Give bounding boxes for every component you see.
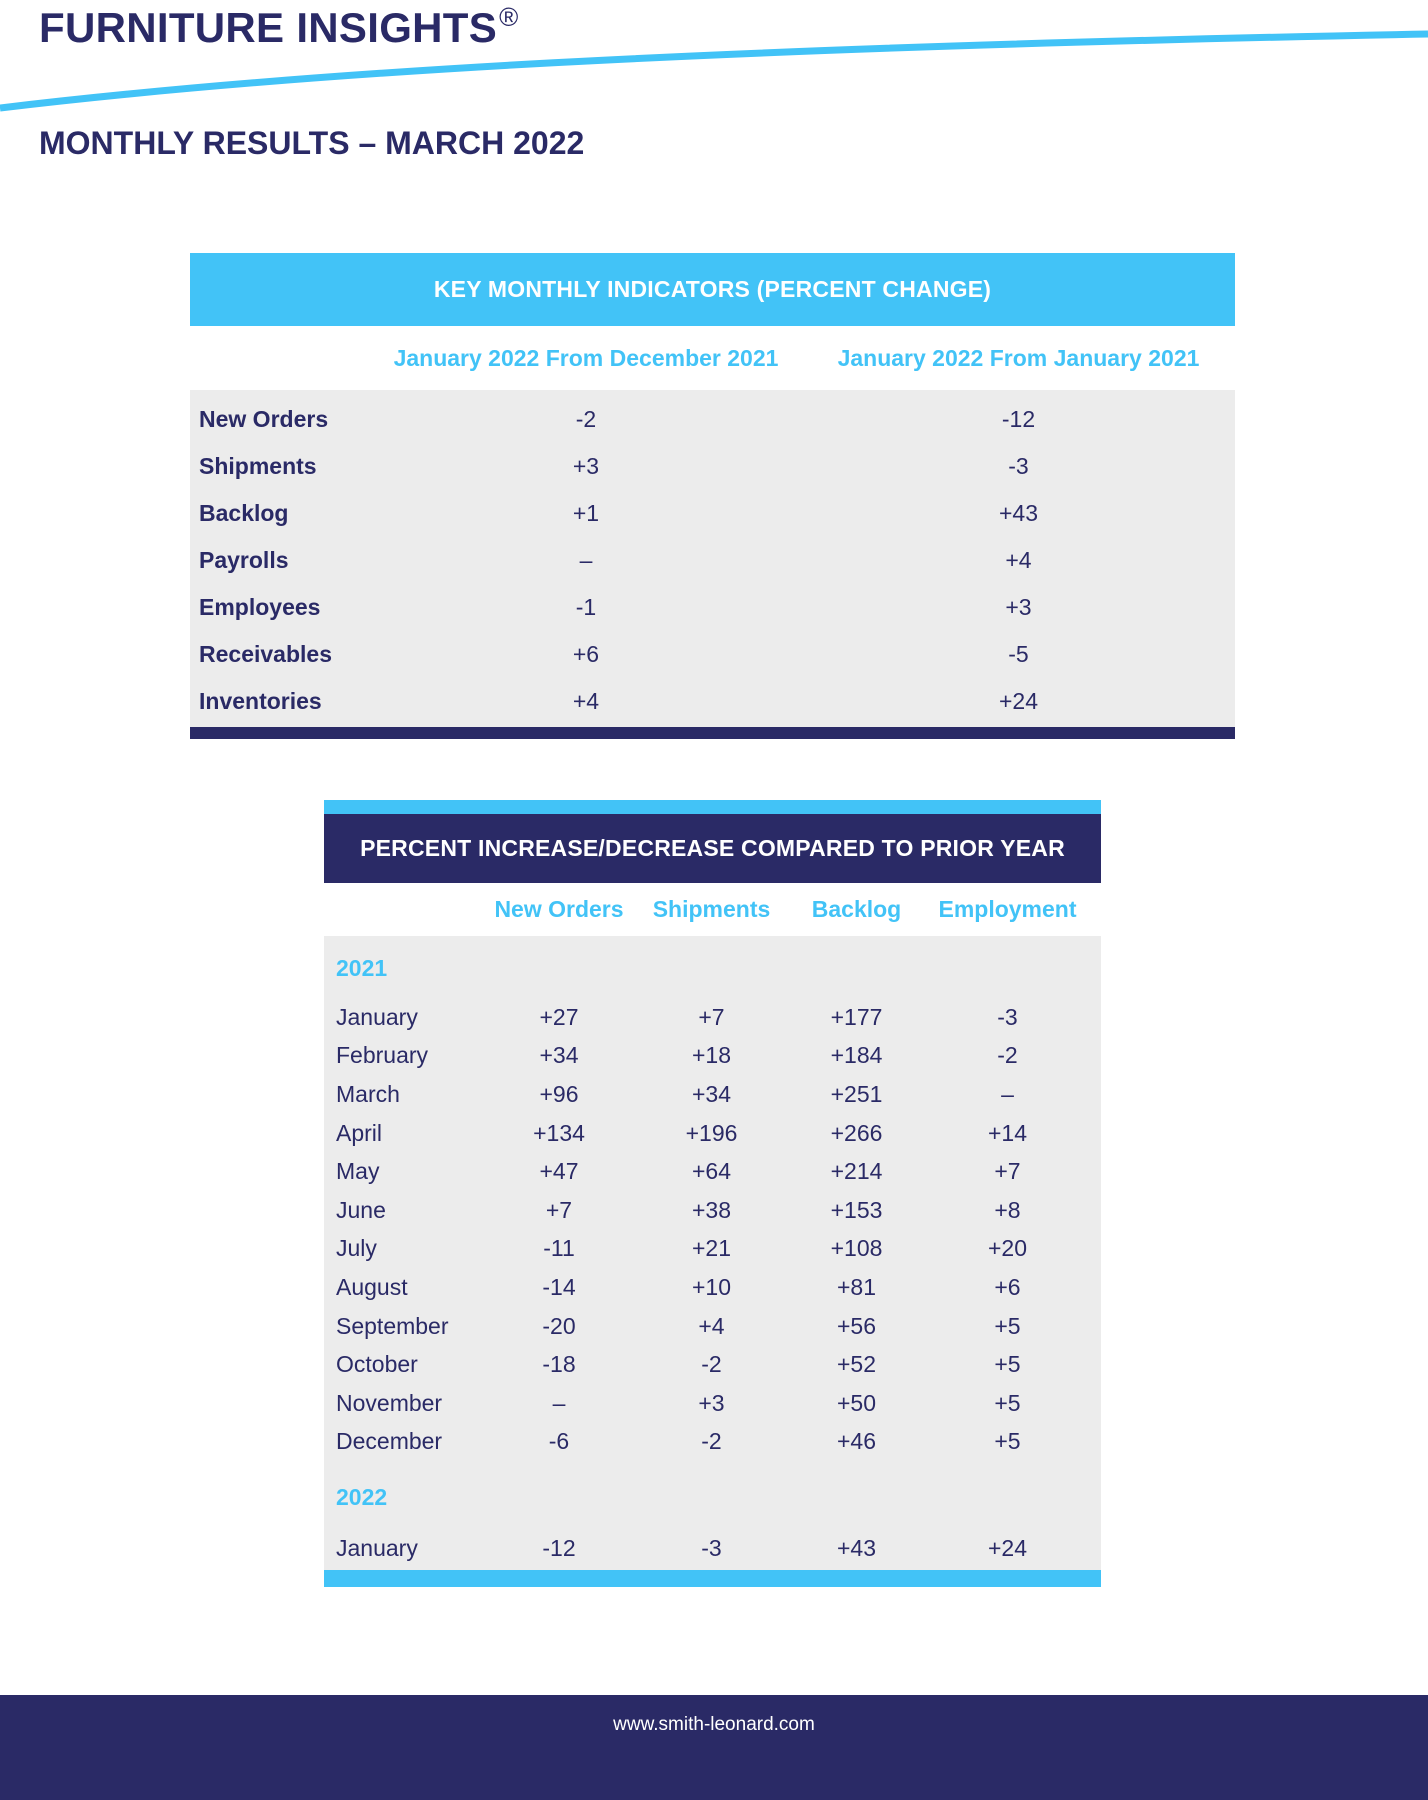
- cell-value: +5: [994, 1389, 1021, 1416]
- month-label: December: [336, 1428, 443, 1455]
- cell-value: -12: [1001, 406, 1036, 432]
- cell-value: +10: [691, 1273, 731, 1300]
- cell-value: +177: [830, 1003, 883, 1030]
- column-header-year-over-year: January 2022 From January 2021: [837, 344, 1200, 371]
- cell-value: -2: [701, 1351, 722, 1378]
- column-header-month-over-month: January 2022 From December 2021: [393, 344, 779, 371]
- cell-value: +153: [830, 1196, 883, 1223]
- page-subtitle: MONTHLY RESULTS – MARCH 2022: [39, 125, 585, 161]
- month-label: January: [336, 1003, 418, 1030]
- cell-value: +52: [836, 1351, 876, 1378]
- cell-value: +5: [994, 1351, 1021, 1378]
- table-bottom-rule: [324, 1570, 1101, 1587]
- cell-value: +18: [691, 1042, 731, 1069]
- footer-url-link[interactable]: www.smith-leonard.com: [613, 1714, 815, 1735]
- month-label: May: [336, 1158, 380, 1185]
- month-label: April: [336, 1119, 383, 1146]
- cell-value: +3: [1005, 594, 1032, 620]
- cell-value: +5: [994, 1428, 1021, 1455]
- column-header-employment: Employment: [938, 896, 1077, 922]
- row-label: Payrolls: [199, 547, 289, 573]
- cell-value: +7: [994, 1158, 1021, 1185]
- key-indicators-body: [190, 390, 1235, 727]
- brand-name: FURNITURE INSIGHTS: [39, 4, 498, 51]
- month-label: June: [336, 1196, 386, 1223]
- month-label: January: [336, 1534, 418, 1561]
- month-label: November: [336, 1389, 443, 1416]
- row-label: Receivables: [199, 641, 332, 667]
- cell-value: -6: [548, 1428, 570, 1455]
- cell-value: +6: [572, 641, 600, 667]
- cell-value: -12: [542, 1534, 576, 1561]
- brand-title: [39, 2, 519, 52]
- cell-value: -11: [543, 1235, 575, 1262]
- table-row: [190, 537, 1235, 584]
- cell-value: +251: [830, 1080, 883, 1107]
- cell-value: +50: [836, 1389, 876, 1416]
- cell-value: -2: [575, 406, 597, 432]
- cell-value: +43: [836, 1534, 876, 1561]
- column-header-backlog: Backlog: [811, 896, 902, 922]
- table-bottom-rule: [190, 727, 1235, 739]
- cell-value: +7: [545, 1196, 573, 1223]
- month-label: July: [336, 1235, 377, 1262]
- cell-value: –: [579, 547, 593, 573]
- cell-value: +24: [998, 688, 1038, 714]
- table-row: [324, 1345, 1101, 1384]
- cell-value: -20: [542, 1312, 576, 1339]
- cell-value: +34: [691, 1080, 731, 1107]
- month-label: August: [336, 1273, 408, 1300]
- cell-value: +43: [998, 500, 1038, 526]
- row-label: Employees: [199, 594, 321, 620]
- table-row: [324, 1230, 1101, 1269]
- registered-mark: ®: [499, 2, 519, 32]
- table-row: [190, 678, 1235, 725]
- month-label: September: [336, 1312, 449, 1339]
- table-row: [324, 998, 1101, 1037]
- table-top-rule: [324, 800, 1101, 814]
- cell-value: -2: [701, 1428, 722, 1455]
- cell-value: +14: [987, 1119, 1027, 1146]
- cell-value: -18: [542, 1351, 576, 1378]
- table-row: [190, 631, 1235, 678]
- year-label: 2021: [336, 954, 388, 981]
- cell-value: -3: [1008, 453, 1029, 479]
- table-row: [190, 396, 1235, 443]
- key-indicators-table: [190, 253, 1235, 739]
- cell-value: -3: [701, 1534, 722, 1561]
- column-header-new-orders: New Orders: [494, 896, 624, 922]
- table-row: [190, 443, 1235, 490]
- table-row: [324, 1529, 1101, 1568]
- cell-value: +184: [830, 1042, 883, 1069]
- table-row: [190, 490, 1235, 537]
- prior-year-column-headers: [324, 883, 1101, 936]
- cell-value: +81: [836, 1273, 876, 1300]
- cell-value: +1: [572, 500, 600, 526]
- table-row: [324, 1037, 1101, 1076]
- cell-value: +134: [533, 1119, 585, 1146]
- cell-value: +27: [539, 1003, 579, 1030]
- cell-value: +64: [691, 1158, 731, 1185]
- row-label: Inventories: [199, 688, 322, 714]
- cell-value: +108: [830, 1235, 883, 1262]
- cell-value: +47: [539, 1158, 579, 1185]
- column-header-shipments: Shipments: [652, 896, 771, 922]
- footer: [0, 1695, 1428, 1800]
- cell-value: -5: [1008, 641, 1029, 667]
- table-row: [324, 1384, 1101, 1423]
- cell-value: +21: [691, 1235, 731, 1262]
- cell-value: +266: [830, 1119, 883, 1146]
- table-row: [324, 1152, 1101, 1191]
- table-row: [324, 1114, 1101, 1153]
- table-row: [324, 1423, 1101, 1462]
- table-row: [190, 584, 1235, 631]
- key-indicators-title: KEY MONTHLY INDICATORS (PERCENT CHANGE): [190, 253, 1235, 326]
- key-indicators-column-headers: [190, 326, 1235, 390]
- cell-value: +6: [994, 1273, 1021, 1300]
- table-row: [324, 1307, 1101, 1346]
- cell-value: +38: [691, 1196, 731, 1223]
- cell-value: +56: [836, 1312, 876, 1339]
- cell-value: -3: [997, 1003, 1018, 1030]
- cell-value: +24: [987, 1534, 1027, 1561]
- cell-value: +7: [698, 1003, 725, 1030]
- cell-value: -14: [542, 1273, 576, 1300]
- cell-value: +196: [685, 1119, 738, 1146]
- cell-value: +5: [994, 1312, 1021, 1339]
- year-label: 2022: [336, 1483, 388, 1510]
- cell-value: +46: [836, 1428, 876, 1455]
- cell-value: +20: [987, 1235, 1027, 1262]
- cell-value: –: [1001, 1080, 1014, 1107]
- month-label: October: [336, 1351, 418, 1378]
- cell-value: +4: [572, 688, 600, 714]
- cell-value: +3: [698, 1389, 725, 1416]
- row-label: Shipments: [199, 453, 317, 479]
- cell-value: +4: [1005, 547, 1032, 573]
- cell-value: +3: [572, 453, 600, 479]
- month-label: March: [336, 1080, 400, 1107]
- prior-year-title: PERCENT INCREASE/DECREASE COMPARED TO PRIOR YEAR: [324, 814, 1101, 883]
- cell-value: -1: [575, 594, 597, 620]
- cell-value: -2: [997, 1042, 1018, 1069]
- row-label: Backlog: [199, 500, 289, 526]
- cell-value: –: [552, 1389, 566, 1416]
- cell-value: +214: [830, 1158, 883, 1185]
- prior-year-body: [324, 936, 1101, 1570]
- prior-year-table: [324, 800, 1101, 1587]
- cell-value: +96: [539, 1080, 579, 1107]
- cell-value: +8: [994, 1196, 1021, 1223]
- table-row: [324, 1075, 1101, 1114]
- cell-value: +34: [539, 1042, 579, 1069]
- table-row: [324, 1191, 1101, 1230]
- row-label: New Orders: [199, 406, 329, 432]
- table-row: [324, 1268, 1101, 1307]
- month-label: February: [336, 1042, 429, 1069]
- cell-value: +4: [698, 1312, 725, 1339]
